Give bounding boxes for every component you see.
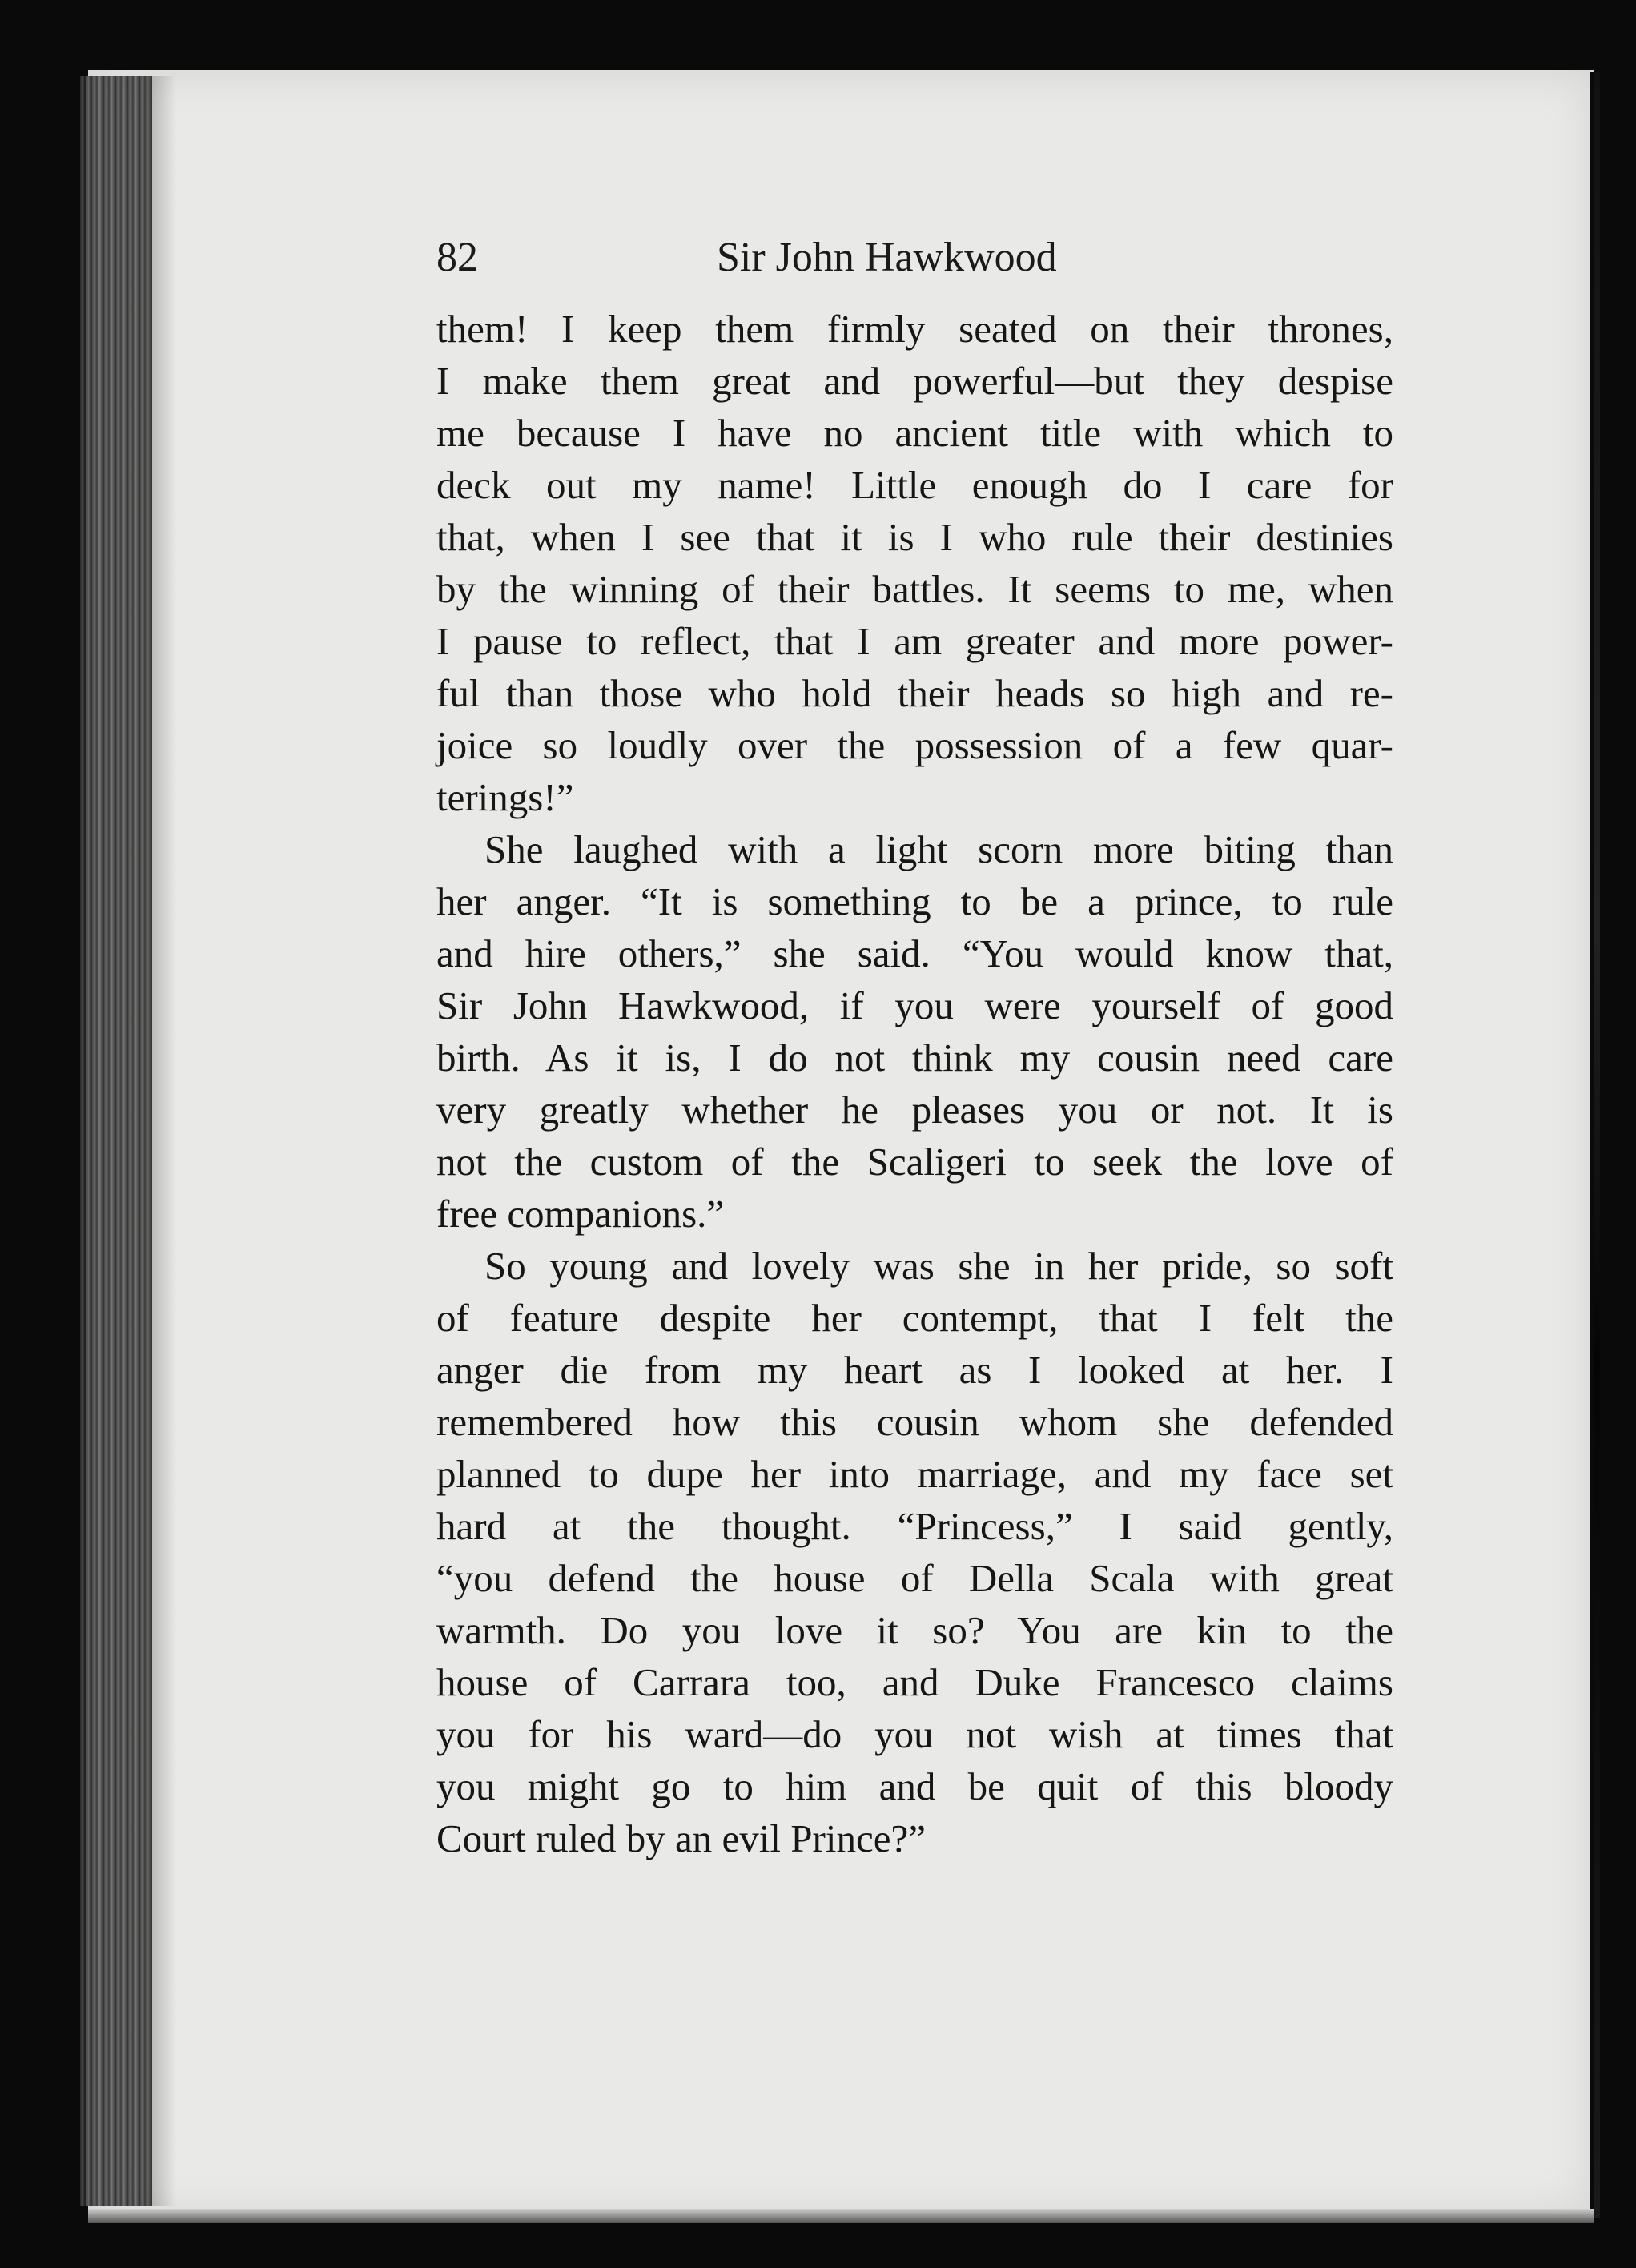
text-line: So young and lovely was she in her pride, so soft — [484, 1244, 1393, 1288]
text-line: deck out my name! Little enough do I care for — [436, 463, 1393, 507]
text-line: of feature despite her contempt, that I felt the — [436, 1296, 1393, 1340]
text-line: I make them great and powerful—but they despise — [436, 359, 1393, 403]
text-line: you might go to him and be quit of this bloody — [436, 1764, 1393, 1808]
text-line: birth. As it is, I do not think my cousin need care — [436, 1035, 1393, 1080]
right-edge-border — [1594, 72, 1600, 2218]
text-line: planned to dupe her into marriage, and my face set — [436, 1452, 1393, 1496]
text-line: Court ruled by an evil Prince?” — [436, 1816, 926, 1860]
text-line: her anger. “It is something to be a prince, to rule — [436, 879, 1393, 923]
text-line: house of Carrara too, and Duke Francesco claims — [436, 1660, 1393, 1704]
book-spine-gutter — [80, 76, 152, 2206]
paragraph — [436, 1240, 1393, 1864]
text-line: “you defend the house of Della Scala with great — [436, 1556, 1393, 1600]
text-line: terings!” — [436, 775, 574, 819]
text-line: joice so loudly over the possession of a few quar- — [436, 723, 1393, 767]
text-line: ful than those who hold their heads so high and re- — [436, 671, 1393, 715]
running-title: Sir John Hawkwood — [717, 235, 1057, 280]
bottom-page-edge — [88, 2209, 1594, 2223]
text-line: I pause to reflect, that I am greater and more power- — [436, 619, 1393, 663]
text-line: by the winning of their battles. It seems to me, when — [436, 567, 1393, 611]
text-line: Sir John Hawkwood, if you were yourself of good — [436, 983, 1393, 1027]
text-line: warmth. Do you love it so? You are kin to the — [436, 1608, 1393, 1652]
body-text — [436, 303, 1393, 1864]
paragraph — [436, 823, 1393, 1240]
text-line: hard at the thought. “Princess,” I said gently, — [436, 1504, 1393, 1548]
text-line: She laughed with a light scorn more biting than — [484, 827, 1393, 871]
text-line: not the custom of the Scaligeri to seek the love of — [436, 1140, 1393, 1184]
text-line: me because I have no ancient title with which to — [436, 411, 1393, 455]
text-line: free companions.” — [436, 1192, 725, 1236]
text-line: and hire others,” she said. “You would know that, — [436, 931, 1393, 975]
paragraph — [436, 303, 1393, 823]
gutter-shadow — [144, 76, 176, 2206]
text-line: remembered how this cousin whom she defended — [436, 1400, 1393, 1444]
text-line: that, when I see that it is I who rule their destinies — [436, 515, 1393, 559]
running-header — [436, 224, 1109, 296]
text-line: you for his ward—do you not wish at times that — [436, 1712, 1393, 1756]
text-line: very greatly whether he pleases you or not. It is — [436, 1088, 1393, 1132]
text-line: them! I keep them firmly seated on their thrones, — [436, 307, 1393, 351]
page-number: 82 — [436, 235, 478, 280]
text-line: anger die from my heart as I looked at her. I — [436, 1348, 1393, 1392]
